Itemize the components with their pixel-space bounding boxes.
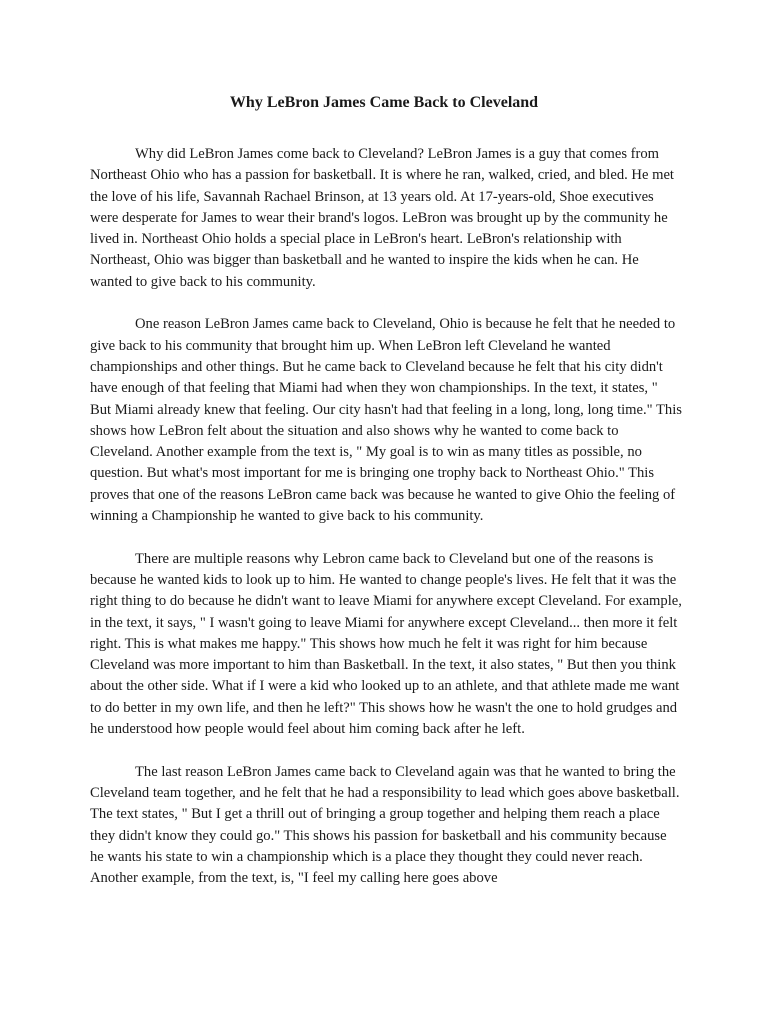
document-body xyxy=(90,144,682,911)
paragraph-reason-three: The last reason LeBron James came back to Cleveland again was that he wanted to bring the Cleveland team together, and he felt that he had a responsibility to lead which goes above basketball. The text states, " But I get a thrill out of bringing a group together and helping them reach a place they didn't know they could go." This shows his passion for basketball and his community because he wants his state to win a championship which is a place they thought they could never reach. Another example, from the text, is, "I feel my calling here goes above xyxy=(90,763,680,887)
document-title: Why LeBron James Came Back to Cleveland xyxy=(229,94,539,111)
paragraph-intro: Why did LeBron James come back to Cleveland? LeBron James is a guy that comes from Northeast Ohio who has a passion for basketball. It is where he ran, walked, cried, and bled. He met the love of his life, Savannah Rachael Brinson, at 13 years old. At 17-years-old, Shoe executives were desperate for James to wear their brand's logos. LeBron was brought up by the community he lived in. Northeast Ohio holds a special place in LeBron's heart. LeBron's relationship with Northeast, Ohio was bigger than basketball and he wanted to inspire the kids when he can. He wanted to give back to his community. xyxy=(90,146,674,290)
paragraph-reason-two: There are multiple reasons why Lebron came back to Cleveland but one of the reasons is because he wanted kids to look up to him. He wanted to change people's lives. He felt that it was the right thing to do because he didn't want to leave Miami for anywhere except Cleveland. For example, in the text, it says, " I wasn't going to leave Miami for anywhere except Cleveland... then more it felt right. This is what makes me happy." This shows how much he felt it was right for him because Cleveland was more important to him than Basketball. In the text, it also states, " But then you think about the other side. What if I were a kid who looked up to an athlete, and that athlete made me want to do better in my own life, and then he left?" This shows how he wasn't the one to hold grudges and he understood how people would feel about him coming back after he left. xyxy=(90,550,682,738)
paragraph-reason-one: One reason LeBron James came back to Cleveland, Ohio is because he felt that he needed to give back to his community that brought him up. When LeBron left Cleveland he wanted championships and other things. But he came back to Cleveland because he felt that his city didn't have enough of that feeling that Miami had when they won championships. In the text, it states, " But Miami already knew that feeling. Our city hasn't had that feeling in a long, long, long time." This shows how LeBron felt about the situation and also shows why he wanted to come back to Cleveland. Another example from the text is, " My goal is to win as many titles as possible, no question. But what's most important for me is bringing one trophy back to Northeast Ohio." This proves that one of the reasons LeBron came back was because he wanted to give Ohio the feeling of winning a Championship he wanted to give back to his community. xyxy=(90,316,682,525)
